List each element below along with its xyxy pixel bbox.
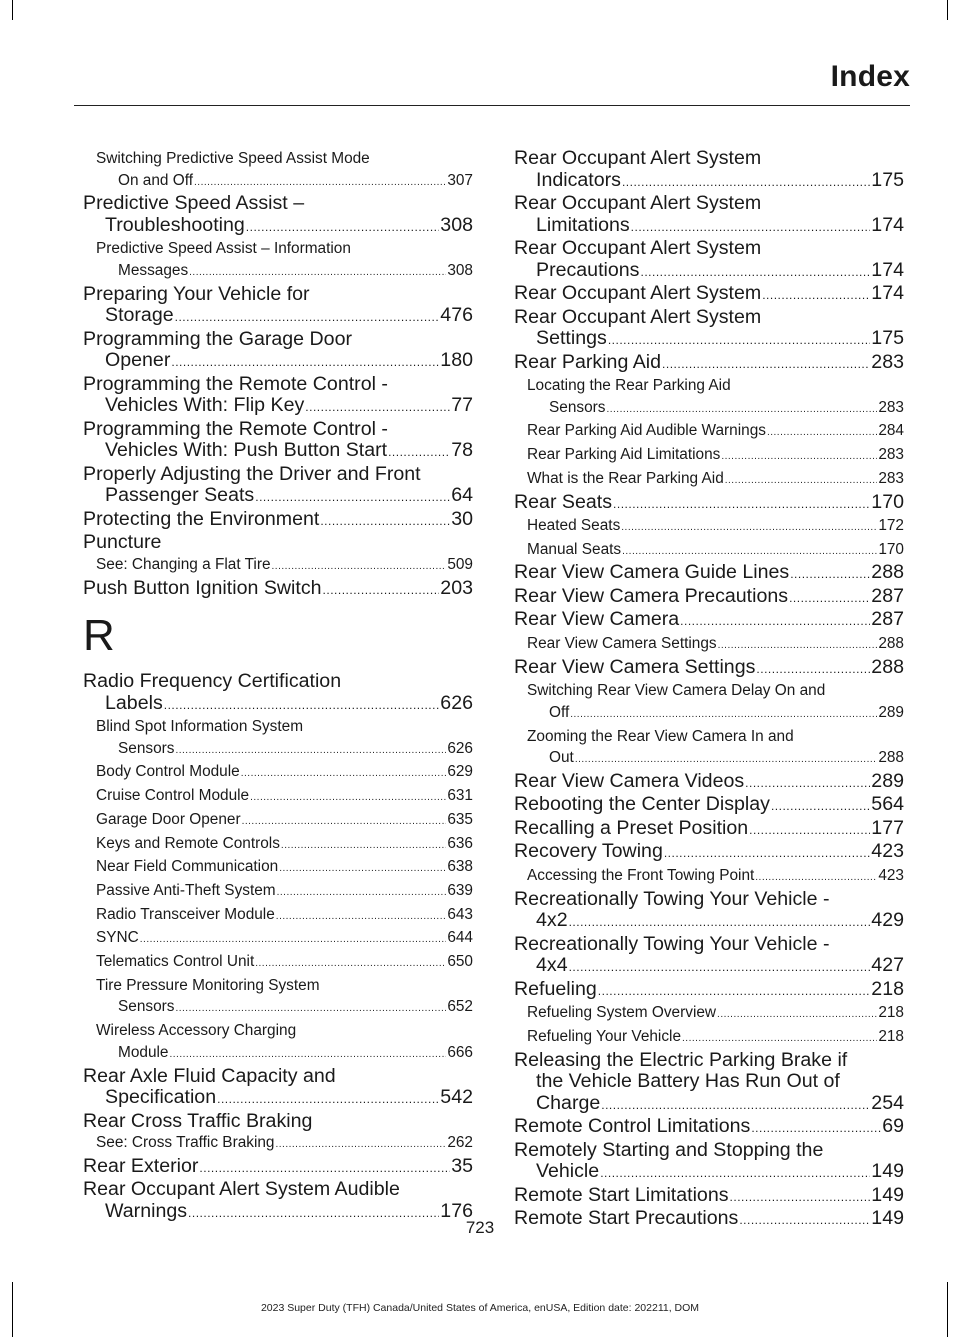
index-subentry[interactable]: [83, 148, 473, 193]
dot-leader: [790, 562, 870, 586]
entry-text: Indicators: [536, 168, 621, 191]
dot-leader: [682, 1026, 877, 1050]
entry-text: Rear Axle Fluid Capacity and: [83, 1064, 336, 1087]
index-entry[interactable]: [514, 1116, 904, 1140]
entry-text: Locating the Rear Parking Aid: [527, 377, 731, 394]
index-entry[interactable]: [514, 307, 904, 352]
entry-text: Rear Occupant Alert System: [514, 192, 762, 214]
dot-leader: [279, 856, 446, 880]
index-subentry[interactable]: [514, 680, 904, 725]
entry-text: Programming the Remote Control -: [83, 372, 388, 395]
entry-text: Recreationally Towing Your Vehicle -: [514, 887, 830, 910]
entry-text: Programming the Garage Door: [83, 327, 352, 350]
entry-page-number[interactable]: 283: [878, 469, 904, 487]
entry-text: Storage: [105, 304, 174, 327]
footer-edition: 2023 Super Duty (TFH) Canada/United States of America, enUSA, Edition date: 202211, DOM: [260, 1302, 700, 1314]
entry-page-number[interactable]: 30: [451, 507, 473, 530]
index-entry[interactable]: [514, 238, 904, 283]
entry-text: 4x4: [536, 954, 568, 977]
index-entry[interactable]: [514, 794, 904, 818]
index-subentry[interactable]: [514, 726, 904, 771]
entry-page-number[interactable]: 638: [447, 858, 473, 876]
entry-text: Heated Seats: [527, 517, 621, 535]
index-subentry[interactable]: [83, 833, 473, 857]
entry-text: Rear Occupant Alert System: [514, 147, 762, 169]
entry-page-number[interactable]: 287: [871, 608, 904, 631]
dot-leader: [255, 485, 450, 509]
entry-page-number[interactable]: 35: [451, 1154, 473, 1177]
entry-text: Refueling System Overview: [527, 1004, 717, 1022]
index-subentry[interactable]: [83, 238, 473, 283]
entry-text: Body Control Module: [96, 763, 240, 781]
entry-page-number[interactable]: 64: [451, 484, 473, 507]
entry-page-number[interactable]: 254: [871, 1091, 904, 1114]
entry-text: Passive Anti-Theft System: [96, 881, 276, 899]
index-entry[interactable]: [514, 889, 904, 934]
index-entry[interactable]: [514, 193, 904, 238]
entry-page-number[interactable]: 635: [447, 810, 473, 828]
entry-text: Predictive Speed Assist –: [83, 192, 305, 215]
dot-leader: [601, 1093, 870, 1117]
entry-text: On and Off: [118, 171, 194, 189]
entry-page-number[interactable]: 476: [440, 304, 473, 327]
entry-text: Manual Seats: [527, 540, 622, 558]
index-entry[interactable]: [83, 464, 473, 509]
dot-leader: [199, 1156, 450, 1180]
dot-leader: [613, 492, 870, 516]
index-entry[interactable]: [514, 1140, 904, 1185]
index-entry[interactable]: [514, 148, 904, 193]
entry-page-number[interactable]: 564: [871, 793, 904, 816]
dot-leader: [175, 996, 446, 1020]
dot-leader: [388, 440, 450, 464]
index-entry[interactable]: [514, 562, 904, 586]
entry-text: Limitations: [536, 213, 630, 236]
dot-leader: [745, 771, 870, 795]
entry-page-number[interactable]: 308: [440, 213, 473, 236]
entry-page-number[interactable]: 509: [447, 555, 473, 573]
entry-text: Accessing the Front Towing Point: [527, 866, 755, 884]
crop-mark-top-left: [12, 0, 13, 20]
dot-leader: [718, 633, 878, 657]
dot-leader: [631, 215, 871, 239]
page-number: 723: [465, 1218, 495, 1237]
entry-text: Sensors: [118, 739, 175, 757]
entry-page-number[interactable]: 427: [871, 954, 904, 977]
index-entry[interactable]: [83, 419, 473, 464]
entry-text: Vehicles With: Flip Key: [105, 394, 305, 417]
entry-text: Push Button Ignition Switch: [83, 576, 322, 599]
index-entry[interactable]: [83, 1156, 473, 1180]
entry-page-number[interactable]: 77: [451, 394, 473, 417]
index-entry[interactable]: [514, 352, 904, 376]
entry-text: See: Changing a Flat Tire: [96, 555, 271, 573]
index-subentry[interactable]: [83, 880, 473, 904]
index-entry[interactable]: [83, 509, 473, 533]
index-entry[interactable]: [514, 283, 904, 307]
dot-leader: [323, 578, 440, 602]
dot-leader: [217, 1087, 439, 1111]
dot-leader: [277, 880, 447, 904]
entry-page-number[interactable]: 262: [447, 1134, 473, 1152]
entry-page-number[interactable]: 174: [871, 258, 904, 281]
entry-page-number[interactable]: 218: [878, 1027, 904, 1045]
entry-text: Rear View Camera Guide Lines: [514, 561, 790, 584]
entry-text: What is the Rear Parking Aid: [527, 469, 724, 487]
section-letter: R: [83, 611, 115, 661]
entry-page-number[interactable]: 288: [871, 655, 904, 678]
dot-leader: [242, 809, 447, 833]
dot-leader: [305, 395, 450, 419]
index-entry[interactable]: [83, 532, 473, 554]
entry-page-number[interactable]: 174: [871, 282, 904, 304]
dot-leader: [640, 260, 870, 284]
title-divider: [74, 105, 910, 106]
entry-text: Preparing Your Vehicle for: [83, 282, 310, 305]
entry-text: Telematics Control Unit: [96, 953, 255, 971]
dot-leader: [725, 468, 878, 492]
entry-text: Messages: [118, 262, 189, 280]
index-subentry[interactable]: [83, 975, 473, 1020]
dot-leader: [622, 170, 870, 194]
entry-page-number[interactable]: 284: [878, 422, 904, 440]
entry-page-number[interactable]: 644: [447, 929, 473, 947]
dot-leader: [762, 283, 870, 307]
entry-text: Refueling Your Vehicle: [527, 1027, 682, 1045]
index-entry[interactable]: [514, 492, 904, 516]
dot-leader: [276, 1132, 447, 1156]
entry-text: Rear View Camera Settings: [527, 634, 717, 652]
entry-page-number[interactable]: 283: [878, 446, 904, 464]
entry-text: Predictive Speed Assist – Information: [96, 240, 351, 258]
entry-text: Programming the Remote Control -: [83, 417, 388, 440]
dot-leader: [575, 747, 878, 771]
dot-leader: [662, 352, 870, 376]
index-subentry[interactable]: [83, 809, 473, 833]
dot-leader: [767, 420, 877, 444]
entry-page-number[interactable]: 149: [871, 1160, 904, 1183]
entry-page-number[interactable]: 429: [871, 909, 904, 932]
entry-page-number[interactable]: 180: [440, 349, 473, 372]
index-entry[interactable]: [83, 1066, 473, 1111]
entry-text: Rear Occupant Alert System: [514, 305, 762, 328]
index-subentry[interactable]: [83, 927, 473, 951]
index-subentry[interactable]: [514, 420, 904, 444]
dot-leader: [600, 1161, 870, 1185]
dot-leader: [570, 702, 877, 726]
dot-leader: [164, 693, 440, 717]
index-subentry[interactable]: [83, 1020, 473, 1065]
index-entry[interactable]: [514, 586, 904, 610]
dot-leader: [771, 794, 870, 818]
dot-leader: [749, 818, 870, 842]
entry-text: Zooming the Rear View Camera In and: [527, 727, 794, 745]
dot-leader: [140, 927, 447, 951]
index-entry[interactable]: [514, 1185, 904, 1209]
dot-leader: [680, 609, 870, 633]
index-entry[interactable]: [83, 193, 473, 238]
entry-page-number[interactable]: 542: [440, 1086, 473, 1109]
index-subentry[interactable]: [83, 554, 473, 578]
entry-text: Precautions: [536, 258, 640, 281]
entry-page-number[interactable]: 172: [878, 517, 904, 535]
entry-text: Releasing the Electric Parking Brake if: [514, 1048, 848, 1071]
entry-page-number[interactable]: 177: [871, 816, 904, 839]
index-subentry[interactable]: [83, 716, 473, 761]
entry-text: Troubleshooting: [105, 213, 245, 236]
dot-leader: [730, 1185, 871, 1209]
dot-leader: [751, 1116, 881, 1140]
entry-text: Settings: [536, 327, 607, 349]
dot-leader: [569, 955, 871, 979]
dot-leader: [169, 1042, 446, 1066]
entry-text: Rear Occupant Alert System: [514, 282, 762, 304]
entry-page-number[interactable]: 423: [878, 866, 904, 884]
dot-leader: [717, 1002, 877, 1026]
entry-page-number[interactable]: 636: [447, 834, 473, 852]
entry-page-number[interactable]: 170: [871, 490, 904, 513]
index-entry[interactable]: [83, 671, 473, 716]
entry-text: Remotely Starting and Stopping the: [514, 1138, 824, 1161]
index-subentry[interactable]: [83, 856, 473, 880]
entry-text: Properly Adjusting the Driver and Front: [83, 462, 421, 485]
page-title: Index: [830, 60, 910, 93]
dot-leader: [189, 260, 446, 284]
entry-text: Sensors: [118, 998, 175, 1016]
entry-page-number[interactable]: 643: [447, 905, 473, 923]
crop-mark-top-right: [947, 0, 948, 20]
entry-page-number[interactable]: 174: [871, 213, 904, 236]
entry-page-number[interactable]: 218: [878, 1004, 904, 1022]
entry-page-number[interactable]: 639: [447, 881, 473, 899]
entry-page-number[interactable]: 308: [447, 262, 473, 280]
entry-page-number[interactable]: 423: [871, 840, 904, 863]
entry-text: Wireless Accessory Charging: [96, 1022, 297, 1040]
entry-page-number[interactable]: 149: [871, 1183, 904, 1206]
entry-page-number[interactable]: 288: [878, 749, 904, 767]
entry-page-number[interactable]: 218: [871, 977, 904, 1000]
entry-text: Warnings: [105, 1199, 188, 1222]
entry-page-number[interactable]: 626: [440, 691, 473, 714]
entry-text: Rear Parking Aid Audible Warnings: [527, 422, 766, 440]
entry-text: Rebooting the Center Display: [514, 793, 770, 816]
entry-text: Out: [549, 749, 574, 767]
index-entry[interactable]: [83, 374, 473, 419]
index-subentry[interactable]: [514, 1002, 904, 1026]
entry-text: Rear Occupant Alert System Audible: [83, 1178, 400, 1201]
entry-text: Module: [118, 1043, 169, 1061]
index-column-right: [514, 148, 904, 1232]
entry-text: Recalling a Preset Position: [514, 816, 749, 839]
dot-leader: [721, 444, 877, 468]
index-subentry[interactable]: [514, 1026, 904, 1050]
index-entry[interactable]: [514, 1050, 904, 1117]
dot-leader: [664, 841, 870, 865]
dot-leader: [241, 761, 447, 785]
dot-leader: [320, 509, 450, 533]
entry-page-number[interactable]: 666: [447, 1043, 473, 1061]
index-entry[interactable]: [514, 657, 904, 681]
entry-page-number[interactable]: 283: [878, 398, 904, 416]
dot-leader: [175, 738, 446, 762]
index-entry[interactable]: [83, 284, 473, 329]
dot-leader: [246, 215, 440, 239]
index-subentry[interactable]: [83, 761, 473, 785]
entry-page-number[interactable]: 149: [871, 1207, 904, 1230]
index-subentry[interactable]: [83, 785, 473, 809]
entry-page-number[interactable]: 283: [871, 350, 904, 373]
dot-leader: [255, 951, 446, 975]
entry-text: Garage Door Opener: [96, 810, 241, 828]
dot-leader: [756, 657, 870, 681]
entry-text: Blind Spot Information System: [96, 718, 304, 736]
entry-page-number[interactable]: 289: [878, 703, 904, 721]
entry-text: Tire Pressure Monitoring System: [96, 976, 320, 994]
entry-text: Radio Transceiver Module: [96, 905, 275, 923]
dot-leader: [569, 910, 871, 934]
entry-page-number[interactable]: 69: [882, 1115, 904, 1138]
entry-page-number[interactable]: 175: [871, 168, 904, 191]
dot-leader: [250, 785, 446, 809]
entry-text: Puncture: [83, 531, 162, 554]
entry-text: Switching Predictive Speed Assist Mode: [96, 150, 370, 167]
entry-page-number[interactable]: 650: [447, 953, 473, 971]
dot-leader: [171, 350, 439, 374]
entry-page-number[interactable]: 288: [878, 634, 904, 652]
index-subentry[interactable]: [514, 633, 904, 657]
entry-text: Keys and Remote Controls: [96, 834, 280, 852]
entry-text: Rear View Camera Videos: [514, 769, 745, 792]
dot-leader: [755, 865, 877, 889]
entry-page-number[interactable]: 631: [447, 787, 473, 805]
entry-page-number[interactable]: 176: [440, 1199, 473, 1222]
dot-leader: [598, 979, 871, 1003]
index-subentry[interactable]: [514, 375, 904, 420]
dot-leader: [272, 554, 447, 578]
entry-page-number[interactable]: 288: [871, 561, 904, 584]
dot-leader: [175, 305, 440, 329]
index-entry[interactable]: [83, 578, 473, 602]
entry-page-number[interactable]: 629: [447, 763, 473, 781]
index-entry[interactable]: [83, 1111, 473, 1133]
entry-text: Off: [549, 703, 570, 721]
entry-page-number[interactable]: 175: [871, 327, 904, 349]
index-subentry[interactable]: [83, 1132, 473, 1156]
entry-text: Rear Seats: [514, 490, 613, 513]
entry-text: Remote Start Limitations: [514, 1183, 729, 1206]
index-entry[interactable]: [514, 771, 904, 795]
dot-leader: [606, 397, 877, 421]
index-subentry[interactable]: [514, 444, 904, 468]
dot-leader: [608, 328, 870, 352]
entry-page-number[interactable]: 203: [440, 576, 473, 599]
index-entry[interactable]: [514, 818, 904, 842]
entry-page-number[interactable]: 652: [447, 998, 473, 1016]
entry-text: Radio Frequency Certification: [83, 670, 342, 693]
index-subentry[interactable]: [514, 539, 904, 563]
entry-text: the Vehicle Battery Has Run Out of: [536, 1070, 840, 1093]
index-entry[interactable]: [514, 934, 904, 979]
entry-text: Labels: [105, 691, 163, 714]
dot-leader: [194, 170, 446, 194]
entry-text: Rear Parking Aid: [514, 350, 662, 373]
entry-text: 4x2: [536, 909, 568, 932]
entry-text: Protecting the Environment: [83, 507, 320, 530]
entry-page-number[interactable]: 78: [451, 439, 473, 462]
index-column-left: [83, 148, 473, 1224]
entry-text: Rear Occupant Alert System: [514, 237, 762, 259]
entry-text: Charge: [536, 1091, 601, 1114]
dot-leader: [622, 539, 877, 563]
entry-text: Vehicles With: Push Button Start: [105, 439, 388, 462]
index-entry[interactable]: [514, 979, 904, 1003]
dot-leader: [621, 515, 877, 539]
index-subentry[interactable]: [514, 865, 904, 889]
dot-leader: [281, 833, 446, 857]
entry-text: Opener: [105, 349, 171, 372]
entry-text: Sensors: [549, 398, 606, 416]
entry-text: Near Field Communication: [96, 858, 279, 876]
dot-leader: [276, 904, 447, 928]
entry-text: Remote Start Precautions: [514, 1207, 739, 1230]
entry-text: Rear Exterior: [83, 1154, 199, 1177]
entry-text: Specification: [105, 1086, 217, 1109]
entry-text: Rear Cross Traffic Braking: [83, 1109, 313, 1132]
entry-page-number[interactable]: 626: [447, 739, 473, 757]
index-entry[interactable]: [83, 329, 473, 374]
index-subentry[interactable]: [83, 904, 473, 928]
entry-page-number[interactable]: 287: [871, 584, 904, 607]
entry-text: Recovery Towing: [514, 840, 663, 863]
entry-text: Remote Control Limitations: [514, 1115, 751, 1138]
entry-text: Cruise Control Module: [96, 787, 250, 805]
dot-leader: [789, 586, 870, 610]
entry-text: Passenger Seats: [105, 484, 255, 507]
entry-text: Vehicle: [536, 1160, 600, 1183]
entry-text: Refueling: [514, 977, 597, 1000]
entry-text: Rear View Camera Settings: [514, 655, 756, 678]
index-subentry[interactable]: [514, 468, 904, 492]
entry-text: Recreationally Towing Your Vehicle -: [514, 932, 830, 955]
index-entry[interactable]: [514, 841, 904, 865]
entry-text: See: Cross Traffic Braking: [96, 1134, 275, 1152]
entry-page-number[interactable]: 289: [871, 769, 904, 792]
entry-text: Rear View Camera: [514, 608, 680, 631]
entry-text: Switching Rear View Camera Delay On and: [527, 682, 826, 700]
index-subentry[interactable]: [514, 515, 904, 539]
entry-page-number[interactable]: 307: [447, 171, 473, 189]
entry-page-number[interactable]: 170: [878, 540, 904, 558]
index-entry[interactable]: [514, 609, 904, 633]
entry-text: SYNC: [96, 929, 139, 947]
index-subentry[interactable]: [83, 951, 473, 975]
entry-text: Rear Parking Aid Limitations: [527, 446, 721, 464]
entry-text: Rear View Camera Precautions: [514, 584, 789, 607]
